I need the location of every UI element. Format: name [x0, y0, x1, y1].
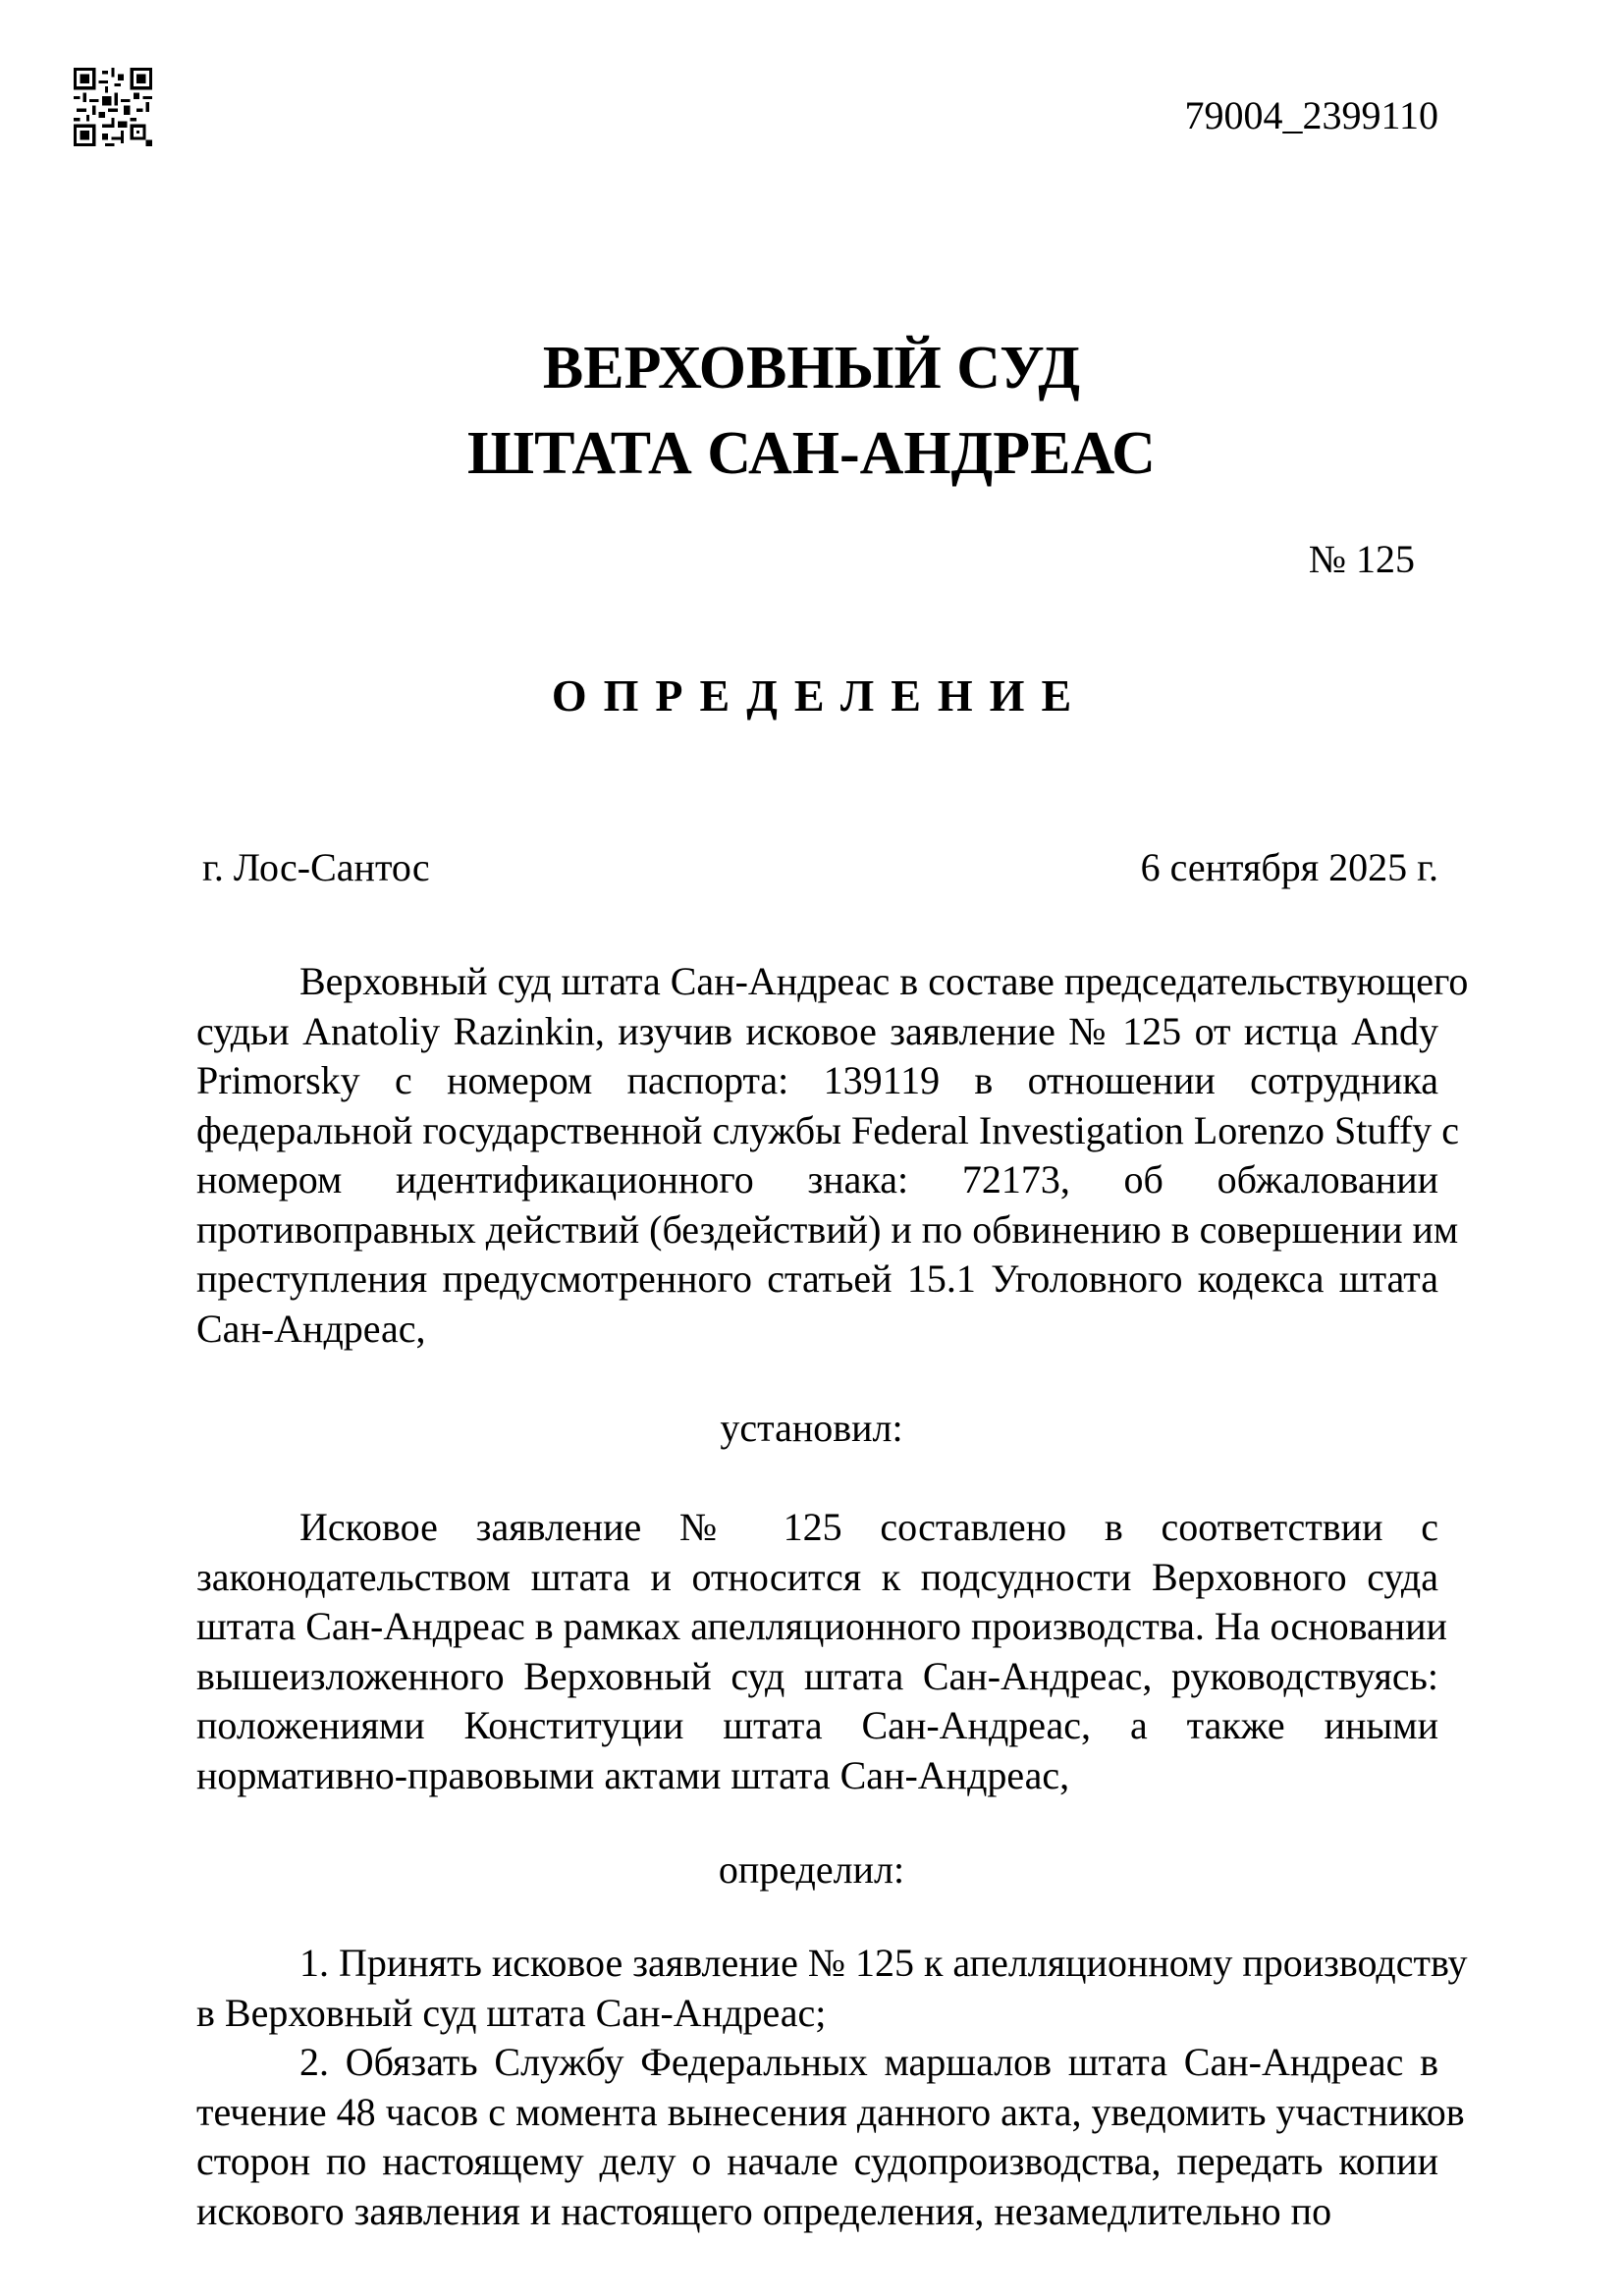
established-heading: установил:: [720, 1406, 903, 1450]
qr-code-icon: [74, 67, 152, 147]
text-line: судьи Anatoliy Razinkin, изучив исковое заявление № 125 от истца Andy: [196, 1008, 1438, 1053]
decided-heading: определил:: [718, 1847, 905, 1892]
text-line: искового заявления и настоящего определения, незамедлительно по: [196, 2188, 1332, 2233]
document-id: 79004_2399110: [1184, 93, 1438, 137]
decision-item: [196, 2038, 1465, 2236]
text-line: 1. Принять исковое заявление № 125 к апелляционному производству: [299, 1941, 1468, 1985]
text-line: номером идентификационного знака: 72173, об обжаловании: [196, 1157, 1438, 1201]
decision-items: [196, 1939, 1468, 2236]
court-title-line2: ШТАТА САН-АНДРЕАС: [467, 420, 1156, 487]
text-line: Исковое заявление № 125 составлено в соответствии с: [299, 1505, 1438, 1549]
court-title-line1: ВЕРХОВНЫЙ СУД: [542, 335, 1081, 401]
text-line: противоправных действий (бездействий) и по обвинению в совершении им: [196, 1206, 1459, 1252]
decision-item: [196, 1939, 1468, 2038]
text-line: положениями Конституции штата Сан-Андреас, а также иными: [196, 1703, 1438, 1747]
text-line: Сан-Андреас,: [196, 1306, 426, 1351]
case-number: № 125: [1308, 537, 1415, 581]
place: г. Лос-Сантос: [202, 845, 430, 889]
text-line: в Верховный суд штата Сан-Андреас;: [196, 1990, 827, 2035]
text-line: штата Сан-Андреас в рамках апелляционного производства. На основании: [196, 1604, 1447, 1648]
paragraph-reasoning: [196, 1503, 1447, 1800]
text-line: преступления предусмотренного статьей 15.1 Уголовного кодекса штата: [196, 1256, 1438, 1301]
text-line: нормативно-правовыми актами штата Сан-Андреас,: [196, 1752, 1070, 1797]
text-line: вышеизложенного Верховный суд штата Сан-Андреас, руководствуясь:: [196, 1653, 1438, 1698]
text-line: Primorsky с номером паспорта: 139119 в отношении сотрудника: [196, 1058, 1438, 1102]
text-line: Верховный суд штата Сан-Андреас в составе председательствующего: [299, 959, 1469, 1003]
paragraph-preamble: [196, 957, 1469, 1354]
document-type-heading: ОПРЕДЕЛЕНИЕ: [551, 670, 1089, 721]
text-line: законодательством штата и относится к подсудности Верховного суда: [196, 1554, 1438, 1599]
date: 6 сентября 2025 г.: [1140, 845, 1438, 889]
text-line: 2. Обязать Службу Федеральных маршалов штата Сан-Андреас в: [299, 2040, 1438, 2084]
text-line: течение 48 часов с момента вынесения данного акта, уведомить участников: [196, 2089, 1465, 2134]
text-line: федеральной государственной службы Federal Investigation Lorenzo Stuffy с: [196, 1107, 1460, 1152]
text-line: сторон по настоящему делу о начале судопроизводства, передать копии: [196, 2139, 1438, 2183]
